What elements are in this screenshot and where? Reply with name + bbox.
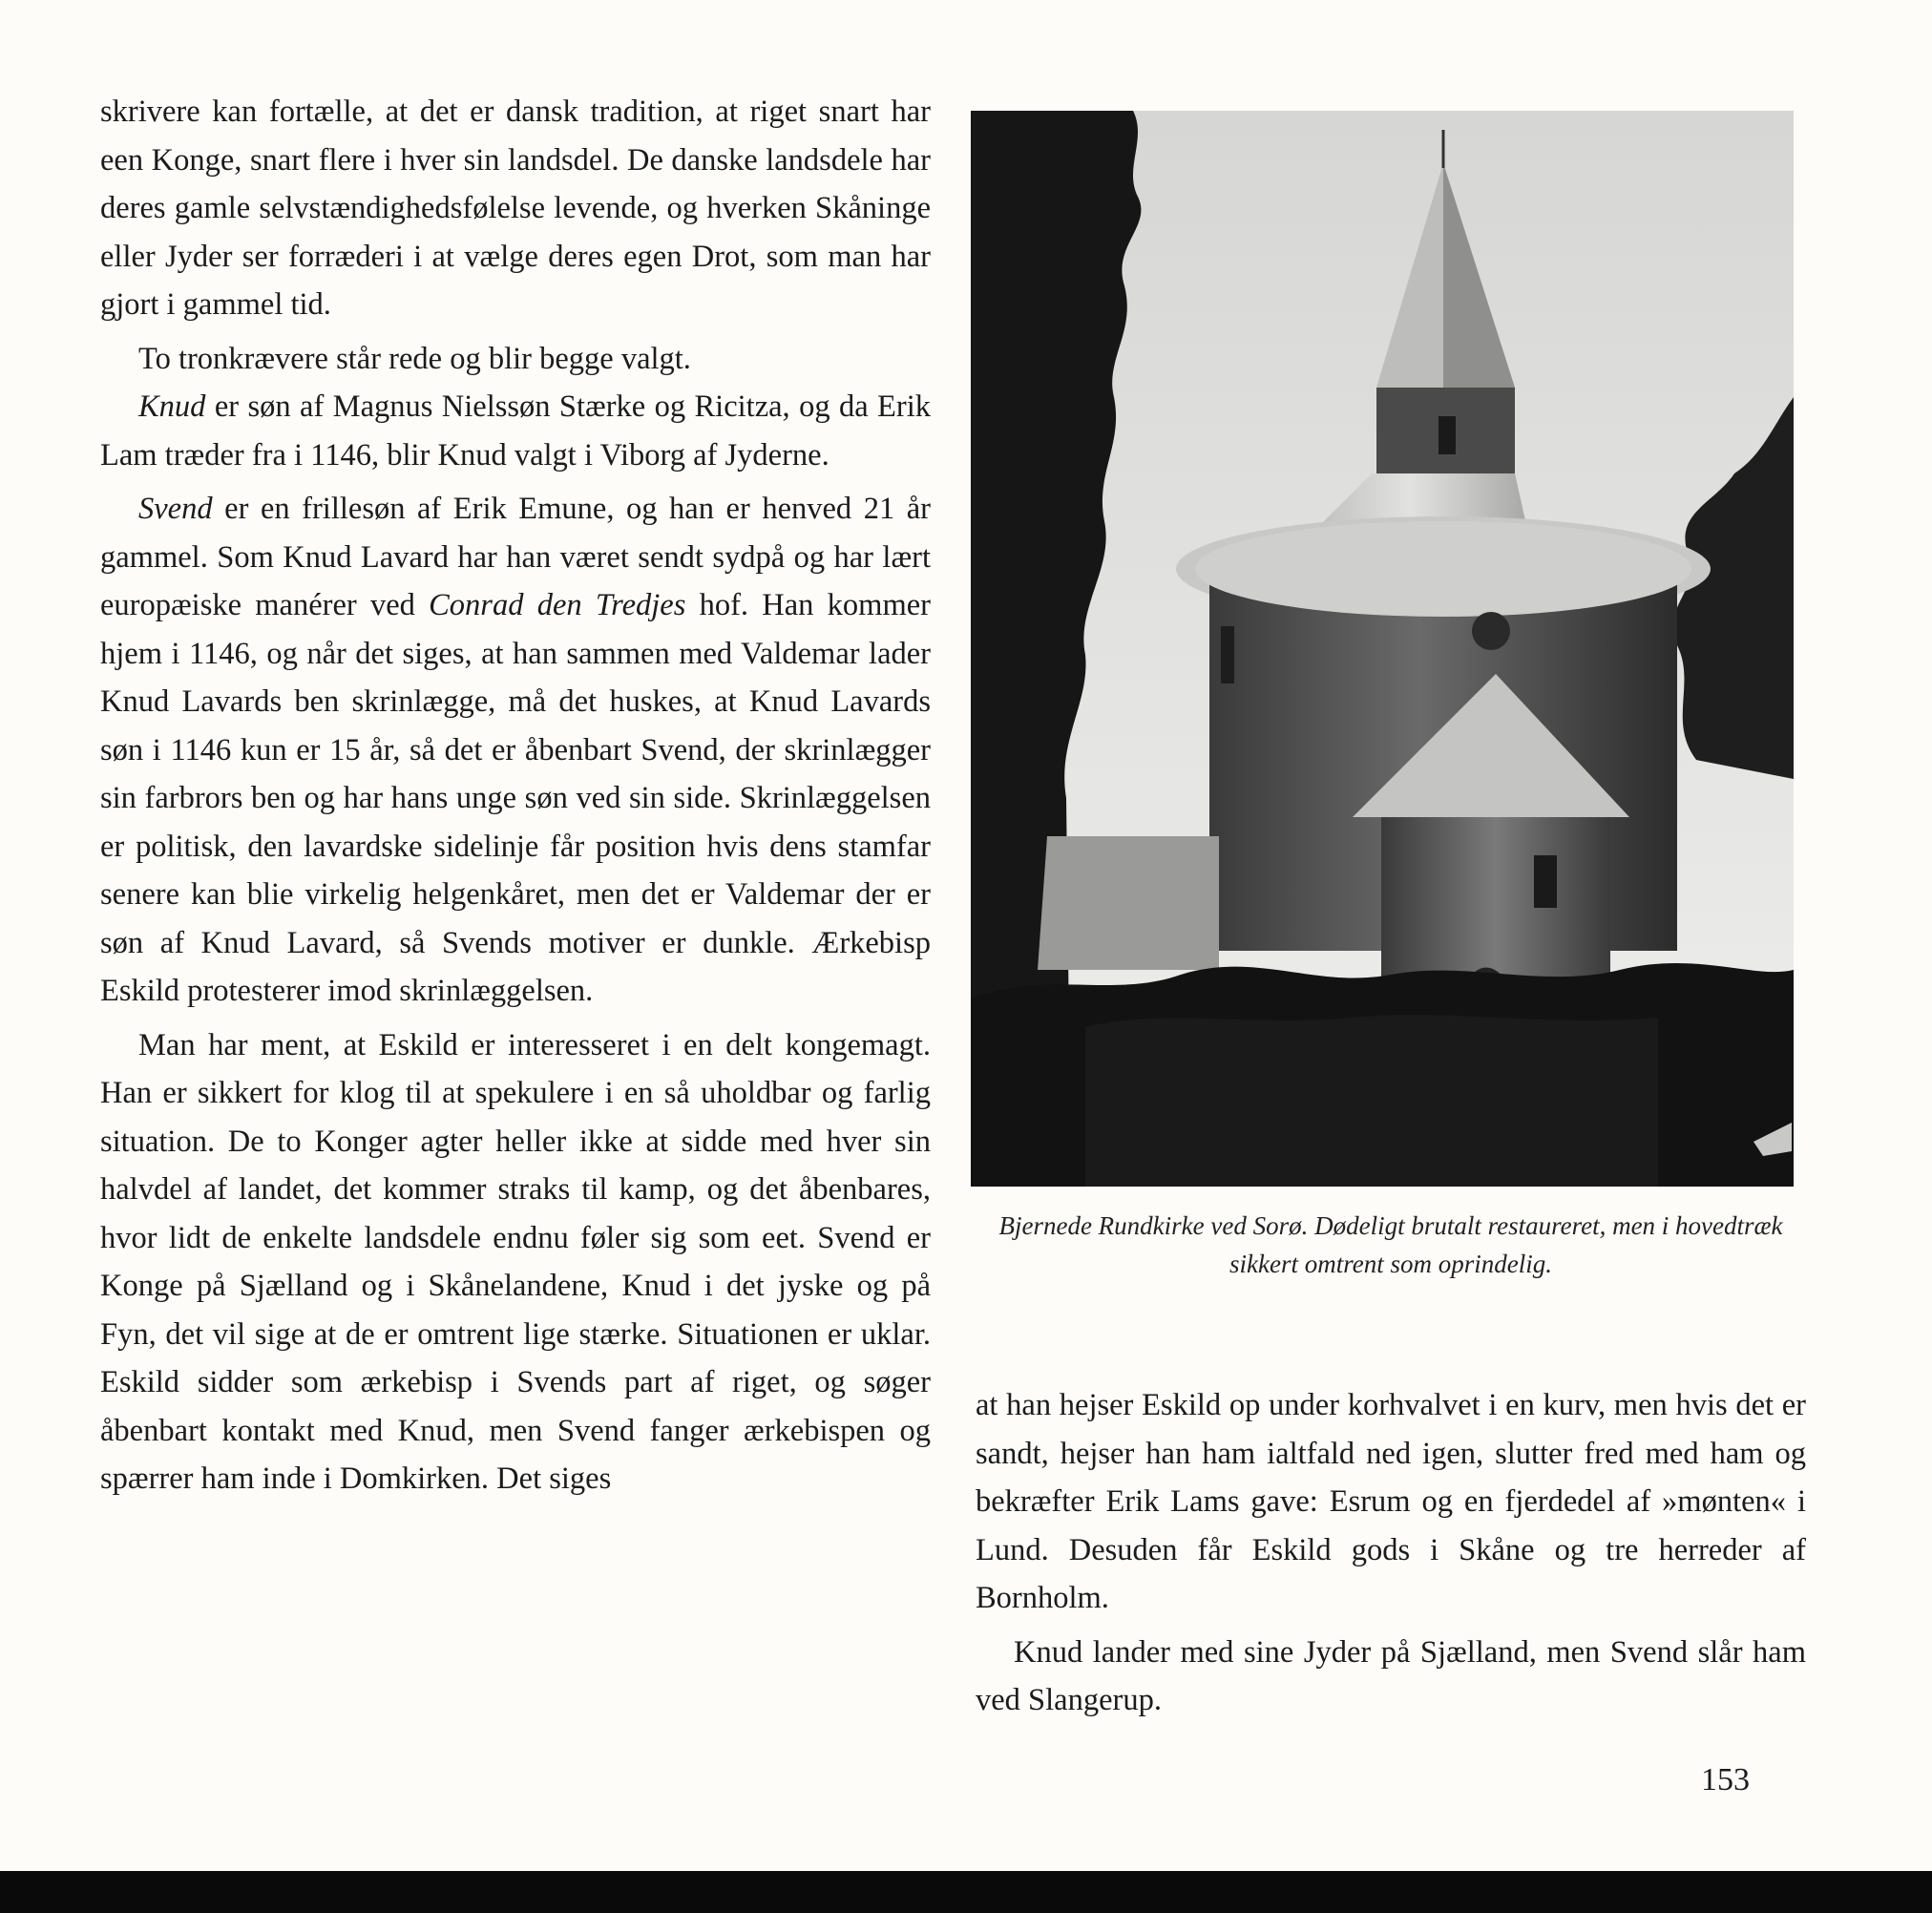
paragraph (100, 485, 931, 1016)
paragraph (100, 1021, 931, 1503)
left-text-column (100, 88, 931, 1503)
italic-name: Svend (138, 492, 213, 526)
paragraph-text: skrivere kan fortælle, at det er dansk tradition, at riget snart har een Konge, snart flere i hver sin landsdel. De danske landsdele har deres gamle selvstændighedsfølelse levende, og hverken Skåninge eller Jyder ser forræderi i at vælge deres egen Drot, som man har gjort i gammel tid. (100, 95, 931, 322)
paragraph-text: Man har ment, at Eskild er interesseret i en delt kongemagt. Han er sikkert for klog til at spekulere i en så uholdbar og farlig situation. De to Konger agter heller ikke at sidde med hver sin halvdel af landet, det kommer straks til kamp, og det åbenbares, hvor lidt de enkelte landsdele endnu føler sig som eet. Svend er Konge på Sjælland og i Skånelandene, Knud i det jyske og på Fyn, det vil sige at de er omtrent lige stærke. Situationen er uklar. Eskild sidder som ærkebisp i Svends part af riget, og søger åbenbart kontakt med Knud, men Svend fanger ærkebispen og spærrer ham inde i Domkirken. Det siges (100, 1027, 931, 1496)
italic-name: Knud (138, 389, 206, 424)
paragraph (100, 335, 931, 384)
church-photo (971, 111, 1794, 1187)
page-number: 153 (1701, 1762, 1750, 1797)
italic-name: Conrad den Tredjes (429, 588, 686, 622)
paragraph-text: at han hejser Eskild op under korhvalvet i en kurv, men hvis det er sandt, hejser han ham ialtfald ned igen, slutter fred med ham og bekræfter Erik Lams gave: Esrum og en fjerdedel af »mønten« i Lund. Desuden får Eskild gods i Skåne og tre herreder af Bornholm. (976, 1388, 1806, 1615)
paragraph-text: To tronkrævere står rede og blir begge valgt. (138, 341, 691, 376)
paragraph-text: Knud lander med sine Jyder på Sjælland, men Svend slår ham ved Slangerup. (976, 1634, 1806, 1717)
paragraph-text: hof. Han kommer hjem i 1146, og når det siges, at han sammen med Valdemar lader Knud Lavards ben skrinlægge, må det huskes, at Knud Lavards søn i 1146 kun er 15 år, så det er åbenbart Svend, der skrinlægger sin farbrors ben og har hans unge søn ved sin side. Skrinlæggelsen er politisk, den lavardske sidelinje får position hvis dens stamfar senere kan blie virkelig helgenkåret, men det er Valdemar der er søn af Knud Lavard, så Svends motiver er dunkle. Ærkebisp Eskild protesterer imod skrinlæggelsen. (100, 588, 931, 1008)
paragraph-text: er en frillesøn af Erik Emune, og han er henved 21 år gammel. Som Knud Lavard har han været sendt sydpå og har lært europæiske manérer ved (100, 492, 931, 622)
paragraph (100, 88, 931, 329)
paragraph (100, 383, 931, 479)
church-photo-illustration (971, 111, 1794, 1187)
right-text-column (976, 1381, 1806, 1725)
paragraph (976, 1629, 1806, 1725)
photo-caption: Bjernede Rundkirke ved Sorø. Dødeligt brutalt restaureret, men i hovedtræk sikkert omtrent som oprindelig. (998, 1211, 1783, 1278)
paragraph-text: er søn af Magnus Nielssøn Stærke og Ricitza, og da Erik Lam træder fra i 1146, blir Knud valgt i Viborg af Jyderne. (100, 389, 931, 473)
paragraph (976, 1381, 1806, 1623)
page-bottom-edge (0, 1871, 1932, 1913)
